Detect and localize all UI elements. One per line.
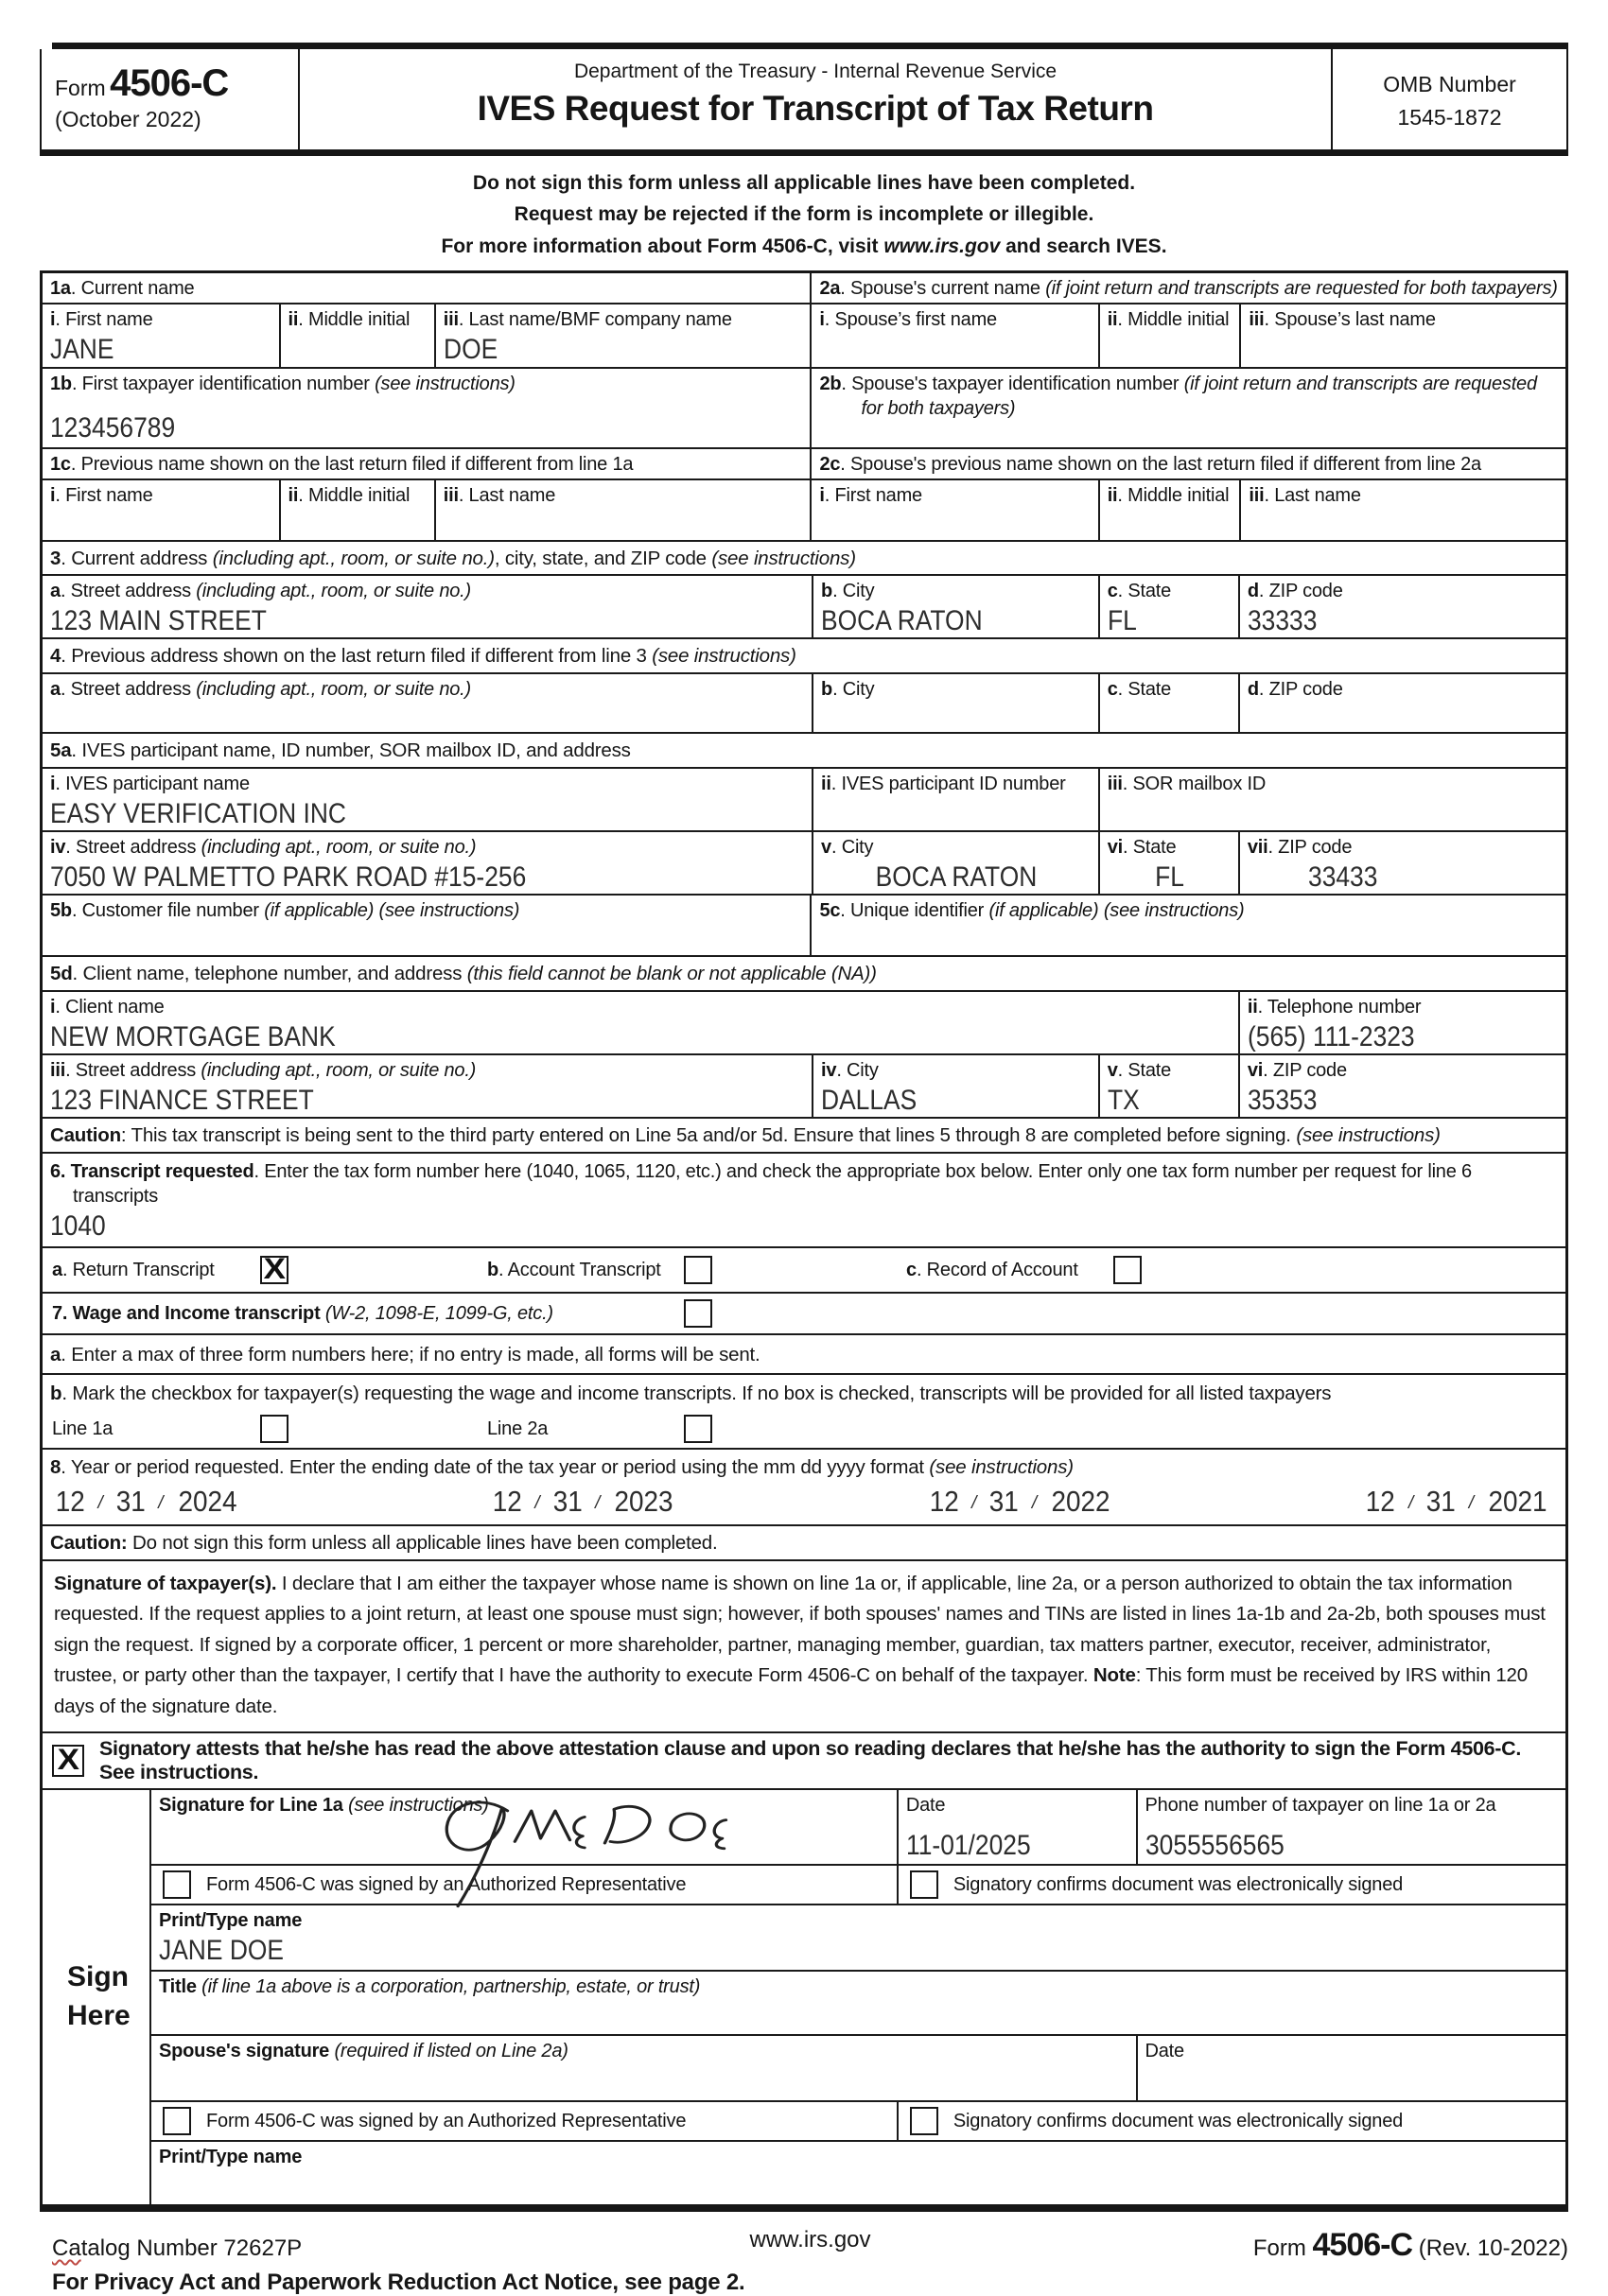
line-4-header: 4. Previous address shown on the last return filed if different from line 3 (see instructions) — [50, 645, 796, 668]
auth-rep-checkbox-row: Form 4506-C was signed by an Authorized Representative — [151, 1866, 897, 1904]
line-2c-header: 2c. Spouse's previous name shown on the last return filed if different from line 2a — [810, 449, 1565, 478]
record-of-account-label: c. Record of Account — [906, 1259, 1078, 1280]
field-ives-state[interactable]: vi. State FL — [1098, 832, 1238, 894]
catalog-number: Catalog Number 72627P — [52, 2235, 303, 2261]
record-of-account-checkbox[interactable] — [1113, 1256, 1142, 1284]
zip-value[interactable]: 33333 — [1247, 605, 1318, 637]
field-state[interactable]: c. State FL — [1098, 576, 1238, 637]
field-spouse-prev-middle-initial[interactable]: ii. Middle initial — [1098, 480, 1240, 540]
client-zip-value[interactable]: 35353 — [1247, 1084, 1318, 1116]
form-table — [40, 270, 1568, 2204]
field-last-name[interactable]: iii. Last name/BMF company name DOE — [434, 304, 811, 366]
omb-label: OMB Number — [1383, 72, 1516, 96]
form-title-block — [298, 49, 1331, 149]
field-prev-middle-initial[interactable]: ii. Middle initial — [279, 480, 434, 540]
footer-url: www.irs.gov — [749, 2226, 871, 2253]
auth-rep-checkbox[interactable] — [163, 1870, 191, 1899]
field-spouse-first-name[interactable]: i. Spouse’s first name — [810, 304, 1097, 366]
form-number-block — [42, 49, 298, 149]
field-spouse-signature[interactable]: Spouse's signature (required if listed on Line 2a) — [159, 2040, 568, 2061]
ives-participant-name-value[interactable]: EASY VERIFICATION INC — [50, 797, 346, 829]
irs-url: www.irs.gov — [883, 235, 1001, 257]
line-1a-checkbox[interactable] — [260, 1415, 288, 1443]
spouse-auth-rep-checkbox[interactable] — [163, 2107, 191, 2135]
line-7a-text: a. Enter a max of three form numbers here; if no entry is made, all forms will be sent. — [50, 1343, 760, 1365]
spouse-electronically-signed-checkbox[interactable] — [910, 2107, 938, 2135]
account-transcript-checkbox[interactable] — [684, 1256, 712, 1284]
spouse-auth-rep-checkbox-row: Form 4506-C was signed by an Authorized Representative — [151, 2102, 897, 2140]
line-1c-header: 1c. Previous name shown on the last return filed if different from line 1a — [50, 453, 634, 475]
period-2[interactable]: 12 / 31 / 2023 — [492, 1485, 673, 1519]
client-city-value[interactable]: DALLAS — [821, 1084, 918, 1116]
field-sor-mailbox-id[interactable]: iii. SOR mailbox ID — [1098, 769, 1565, 830]
attest-row — [43, 1733, 1565, 1790]
account-transcript-label: b. Account Transcript — [487, 1259, 661, 1280]
field-ives-participant-id[interactable]: ii. IVES participant ID number — [812, 769, 1098, 830]
form-header — [40, 49, 1568, 149]
line-5d-header: 5d. Client name, telephone number, and address (this field cannot be blank or not applicable (NA)) — [50, 963, 877, 985]
signatory-attest-text: Signatory attests that he/she has read the above attestation clause and upon so reading declares that he/she has the authority to sign the Form 4506-C. See instructions. — [99, 1736, 1522, 1783]
field-customer-file-number[interactable]: 5b. Customer file number (if applicable) (see instructions) — [50, 900, 520, 922]
caution-do-not-sign: Caution: Do not sign this form unless all applicable lines have been completed. — [50, 1532, 718, 1555]
top-rule — [52, 43, 1568, 49]
line-1a-checkbox-label: Line 1a — [52, 1418, 114, 1439]
line-2a-checkbox-label: Line 2a — [487, 1418, 549, 1439]
electronically-signed-checkbox-row: Signatory confirms document was electronically signed — [897, 1866, 1565, 1904]
sign-here-block — [43, 1790, 1565, 2204]
field-prev-first-name[interactable]: i. First name — [50, 484, 153, 506]
field-prev-zip[interactable]: d. ZIP code — [1238, 674, 1565, 732]
agency-line: Department of the Treasury - Internal Revenue Service — [573, 61, 1057, 82]
line-7b-text: b. Mark the checkbox for taxpayer(s) requesting the wage and income transcripts. If no box is checked, transcripts will be provided for all listed taxpayers — [50, 1382, 1332, 1404]
client-name-value[interactable]: NEW MORTGAGE BANK — [50, 1020, 336, 1052]
form-word: Form — [55, 76, 106, 100]
line-8-header: 8. Year or period requested. Enter the ending date of the tax year or period using the mm dd yyyy format (see instructions) — [50, 1455, 1074, 1478]
signatory-attest-checkbox[interactable]: X — [52, 1745, 84, 1777]
form-notices — [40, 156, 1568, 270]
first-name-value[interactable]: JANE — [50, 334, 114, 366]
sign-here-label: Sign Here — [43, 1790, 151, 2204]
ives-street-address-value[interactable]: 7050 W PALMETTO PARK ROAD #15-256 — [50, 861, 527, 893]
period-3[interactable]: 12 / 31 / 2022 — [929, 1485, 1110, 1519]
page-title: IVES Request for Transcript of Tax Return — [477, 89, 1154, 128]
field-client-name[interactable]: i. Client name NEW MORTGAGE BANK — [50, 996, 336, 1052]
wage-income-label: 7. Wage and Income transcript (W-2, 1098-E, 1099-G, etc.) — [52, 1302, 553, 1324]
line-2a-header: 2a. Spouse's current name (if joint return and transcripts are requested for both taxpayers) — [810, 273, 1565, 303]
field-title[interactable]: Title (if line 1a above is a corporation, partnership, estate, or trust) — [159, 1975, 701, 1997]
field-ives-city[interactable]: v. City BOCA RATON — [812, 832, 1098, 894]
client-state-value[interactable]: TX — [1107, 1084, 1140, 1116]
spouse-electronically-signed-checkbox-row: Signatory confirms document was electronically signed — [897, 2102, 1565, 2140]
field-prev-city[interactable]: b. City — [812, 674, 1098, 732]
field-spouse-prev-last-name[interactable]: iii. Last name — [1239, 480, 1565, 540]
tax-form-number-value[interactable]: 1040 — [50, 1209, 106, 1242]
bottom-rule — [40, 2204, 1568, 2212]
taxpayer-phone-value[interactable]: 3055556565 — [1145, 1829, 1285, 1861]
header-rule — [40, 149, 1568, 156]
field-city[interactable]: b. City BOCA RATON — [812, 576, 1098, 637]
line-3-header: 3. Current address (including apt., room, or suite no.), city, state, and ZIP code (see instructions) — [50, 547, 856, 569]
ives-zip-value[interactable]: 33433 — [1308, 861, 1378, 893]
field-spouse-prev-first-name[interactable]: i. First name — [810, 480, 1097, 540]
field-prev-state[interactable]: c. State — [1098, 674, 1238, 732]
return-transcript-label: a. Return Transcript — [52, 1259, 215, 1280]
client-telephone-value[interactable]: (565) 111-2323 — [1247, 1020, 1415, 1052]
client-street-address-value[interactable]: 123 FINANCE STREET — [50, 1084, 314, 1116]
field-taxpayer-tin[interactable]: 1b. First taxpayer identification number (see instructions) 123456789 — [50, 373, 516, 444]
omb-number: 1545-1872 — [1397, 104, 1502, 130]
requested-periods — [43, 1483, 1565, 1524]
field-middle-initial[interactable]: ii. Middle initial — [279, 304, 434, 366]
privacy-act-notice: For Privacy Act and Paperwork Reduction Act Notice, see page 2. — [52, 2269, 745, 2295]
field-spouse-last-name[interactable]: iii. Spouse’s last name — [1239, 304, 1565, 366]
last-name-value[interactable]: DOE — [443, 334, 498, 366]
notice-line-1: Do not sign this form unless all applicable lines have been completed. — [472, 172, 1136, 194]
field-signature-line-1a[interactable]: Signature for Line 1a (see instructions) — [151, 1790, 897, 1864]
footer-line — [52, 2227, 1568, 2264]
field-spouse-middle-initial[interactable]: ii. Middle initial — [1098, 304, 1240, 366]
field-client-telephone[interactable]: ii. Telephone number (565) 111-2323 — [1238, 992, 1565, 1053]
field-spouse-date[interactable]: Date — [1136, 2036, 1565, 2100]
field-unique-identifier[interactable]: 5c. Unique identifier (if applicable) (see instructions) — [810, 896, 1565, 955]
taxpayer-tin-value[interactable]: 123456789 — [50, 412, 176, 444]
field-client-city[interactable]: iv. City DALLAS — [812, 1055, 1098, 1117]
field-spouse-print-name[interactable]: Print/Type name — [159, 2146, 303, 2167]
field-first-name[interactable]: i. First name JANE — [50, 309, 153, 366]
field-client-zip[interactable]: vi. ZIP code 35353 — [1238, 1055, 1565, 1117]
notice-line-2: Request may be rejected if the form is incomplete or illegible. — [514, 203, 1094, 226]
field-ives-participant-name[interactable]: i. IVES participant name EASY VERIFICATION INC — [50, 773, 346, 829]
electronically-signed-checkbox[interactable] — [910, 1870, 938, 1899]
city-value[interactable]: BOCA RATON — [821, 605, 983, 637]
ives-city-value[interactable]: BOCA RATON — [876, 861, 1038, 893]
form-revision: (October 2022) — [55, 107, 201, 131]
footer-form-number: Form 4506-C (Rev. 10-2022) — [1252, 2226, 1568, 2263]
field-ives-street-address[interactable]: iv. Street address (including apt., room, or suite no.) 7050 W PALMETTO PARK ROAD #15-256 — [50, 836, 527, 893]
field-ives-zip[interactable]: vii. ZIP code 33433 — [1238, 832, 1565, 894]
field-prev-last-name[interactable]: iii. Last name — [434, 480, 811, 540]
field-transcript-requested[interactable]: 6. Transcript requested. Enter the tax form number here (1040, 1065, 1120, etc.) and check the appropriate box below. Enter only one tax form number per request for line 6 transcripts 1040 — [50, 1160, 1472, 1242]
ives-state-value[interactable]: FL — [1155, 861, 1185, 893]
signature-attestation-paragraph: Signature of taxpayer(s). I declare that I am either the taxpayer whose name is shown on line 1a or, if applicable, line 2a, or a person authorized to obtain the tax information requested. If the request applies to a joint return, at least one spouse must sign; however, if both spouses' names and TINs are listed in lines 1a-1b and 2a-2b, both spouses must sign the request. If signed by a corporate officer, 1 percent or more shareholder, partner, managing member, guardian, tax matters partner, executor, receiver, administrator, trustee, or party other than the taxpayer, I certify that I have the authority to execute Form 4506-C on behalf of the taxpayer. Note: This form must be received by IRS within 120 days of the signature date. — [54, 1573, 1546, 1717]
field-signature-date[interactable]: Date 11-01/2025 — [897, 1790, 1136, 1864]
return-transcript-checkbox[interactable]: X — [260, 1256, 288, 1284]
line-5a-header: 5a. IVES participant name, ID number, SOR mailbox ID, and address — [50, 739, 631, 762]
field-print-name[interactable]: Print/Type name JANE DOE — [159, 1909, 303, 1966]
field-client-street-address[interactable]: iii. Street address (including apt., room, or suite no.) 123 FINANCE STREET — [50, 1059, 477, 1116]
print-name-value[interactable]: JANE DOE — [159, 1934, 285, 1966]
field-prev-street-address[interactable]: a. Street address (including apt., room, or suite no.) — [50, 679, 472, 701]
notice-line-3: For more information about Form 4506-C, visit www.irs.gov and search IVES. — [441, 235, 1167, 257]
field-spouse-tin[interactable]: 2b. Spouse's taxpayer identification number (if joint return and transcripts are requested for both taxpayers) — [810, 369, 1565, 447]
wage-income-checkbox[interactable] — [684, 1299, 712, 1328]
field-street-address[interactable]: a. Street address (including apt., room, or suite no.) 123 MAIN STREET — [50, 581, 472, 637]
signature-date-value[interactable]: 11-01/2025 — [905, 1829, 1031, 1861]
caution-third-party: Caution: This tax transcript is being sent to the third party entered on Line 5a and/or 5d. Ensure that lines 5 through 8 are completed before signing. (see instructions) — [50, 1124, 1441, 1147]
period-1[interactable]: 12 / 31 / 2024 — [55, 1485, 237, 1519]
period-4[interactable]: 12 / 31 / 2021 — [1366, 1485, 1547, 1519]
state-value[interactable]: FL — [1107, 605, 1137, 637]
omb-block — [1331, 49, 1566, 149]
field-zip[interactable]: d. ZIP code 33333 — [1238, 576, 1565, 637]
field-client-state[interactable]: v. State TX — [1098, 1055, 1238, 1117]
line-1a-header: 1a. Current name — [50, 278, 195, 300]
form-4506c-page — [40, 0, 1568, 2296]
line-2a-checkbox[interactable] — [684, 1415, 712, 1443]
form-number: 4506-C — [110, 62, 229, 104]
field-taxpayer-phone[interactable]: Phone number of taxpayer on line 1a or 2a 3055556565 — [1136, 1790, 1566, 1864]
street-address-value[interactable]: 123 MAIN STREET — [50, 605, 267, 637]
